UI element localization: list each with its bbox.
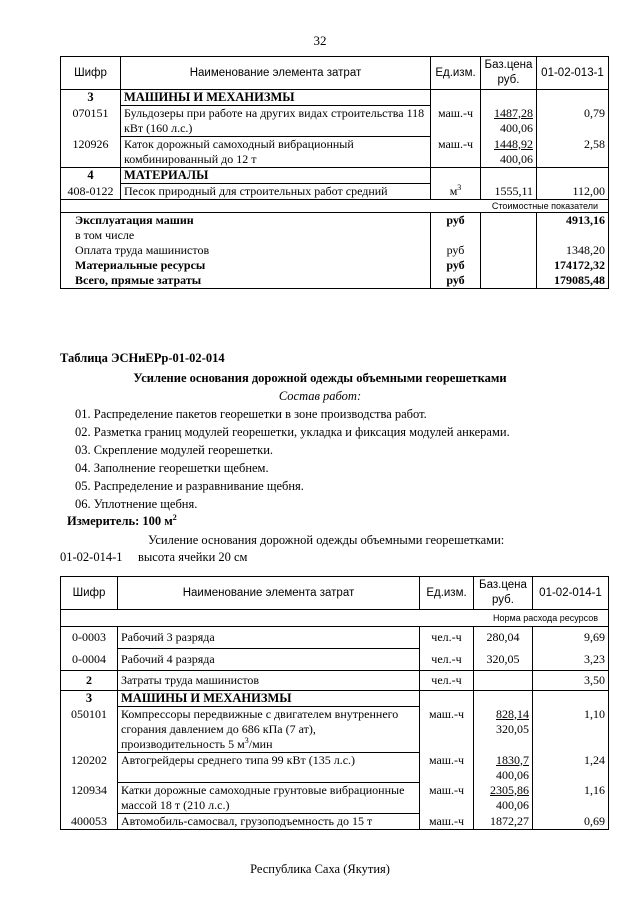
row-value: 1,10	[533, 707, 609, 753]
section-row	[61, 691, 609, 707]
row-name: Рабочий 4 разряда	[118, 649, 420, 671]
unit-sup: 3	[457, 182, 462, 192]
table-header	[61, 577, 609, 610]
row-code: 408-0122	[61, 184, 121, 200]
resource-table-01-02-014	[60, 576, 609, 830]
price-machine: 828,14	[496, 706, 529, 721]
row-value: 1,16	[533, 783, 609, 814]
row-value: 9,69	[533, 627, 609, 649]
table-row	[61, 707, 609, 753]
table-row	[61, 753, 609, 783]
row-code: 120926	[61, 137, 121, 168]
name-text: Компрессоры передвижные с двигателем внутреннего сгорания давлением до 686 кПа (7 ат), производительность 5 м	[121, 707, 399, 751]
row-name: Каток дорожный самоходный вибрационный комбинированный до 12 т	[121, 137, 431, 168]
meter-text: Измеритель: 100 м	[67, 514, 173, 528]
section-code: 3	[61, 691, 118, 707]
table-row	[61, 671, 609, 691]
price-labor: 400,06	[500, 120, 533, 135]
row-code: 0-0003	[61, 627, 118, 649]
summary-value	[537, 228, 609, 243]
summary-row	[61, 228, 609, 243]
work-item: 02. Разметка границ модулей георешетки, укладка и фиксация модулей анкерами.	[75, 425, 510, 439]
price-machine: 1487,28	[494, 105, 533, 120]
row-unit: маш.-ч	[420, 707, 474, 753]
price-labor: 320,05	[496, 721, 529, 736]
description: Усиление основания дорожной одежды объемными георешетками:	[148, 533, 505, 547]
row-value: 3,50	[533, 671, 609, 691]
row-code: 2	[61, 671, 118, 691]
row-value: 3,23	[533, 649, 609, 671]
row-value: 0,69	[533, 814, 609, 830]
summary-row	[61, 213, 609, 229]
section-row	[61, 90, 609, 106]
table-row	[61, 137, 609, 168]
row-unit: чел.-ч	[420, 649, 474, 671]
header-code: Шифр	[61, 577, 118, 610]
work-item: 06. Уплотнение щебня.	[75, 497, 198, 511]
summary-row	[61, 243, 609, 258]
price-machine: 1448,92	[494, 136, 533, 151]
summary-name: Всего, прямые затраты	[61, 273, 431, 289]
row-unit: чел.-ч	[420, 627, 474, 649]
table-row	[61, 649, 609, 671]
summary-name: Эксплуатация машин	[61, 213, 431, 229]
table-row	[61, 106, 609, 137]
note-text: Норма расхода ресурсов	[61, 610, 609, 627]
page-number: 32	[313, 33, 327, 48]
row-price: 280,04	[474, 627, 533, 649]
table-row	[61, 814, 609, 830]
resource-table-01-02-013	[60, 56, 609, 289]
row-price: 1872,27	[474, 814, 533, 830]
summary-row	[61, 273, 609, 289]
row-name: Песок природный для строительных работ средний	[121, 184, 431, 200]
row-code: 400053	[61, 814, 118, 830]
section-title: МАШИНЫ И МЕХАНИЗМЫ	[121, 90, 431, 106]
row-name: Автомобиль-самосвал, грузоподъемность до 15 т	[118, 814, 420, 830]
section-title: МАШИНЫ И МЕХАНИЗМЫ	[118, 691, 420, 707]
header-price: Баз.цена руб.	[481, 57, 537, 90]
header-price: Баз.цена руб.	[474, 577, 533, 610]
header-unit: Ед.изм.	[420, 577, 474, 610]
meter-label	[67, 514, 177, 529]
row-code: 120202	[61, 753, 118, 783]
section-code: 4	[61, 168, 121, 184]
row-name: Затраты труда машинистов	[118, 671, 420, 691]
work-item: 05. Распределение и разравнивание щебня.	[75, 479, 304, 493]
work-item: 04. Заполнение георешетки щебнем.	[75, 461, 269, 475]
row-price	[481, 106, 537, 137]
summary-unit: руб	[431, 273, 481, 289]
section-heading: Усиление основания дорожной одежды объемными георешетками	[133, 371, 507, 385]
row-name: Бульдозеры при работе на других видах строительства 118 кВт (160 л.с.)	[121, 106, 431, 137]
row-price	[474, 753, 533, 783]
composition-label: Состав работ:	[278, 389, 362, 403]
row-value: 1,24	[533, 753, 609, 783]
price-machine: 1830,7	[496, 752, 529, 767]
row-price	[481, 137, 537, 168]
price-labor: 400,06	[496, 767, 529, 782]
table-row	[61, 184, 609, 200]
section-row	[61, 168, 609, 184]
row-unit: маш.-ч	[420, 783, 474, 814]
price-labor: 400,06	[500, 151, 533, 166]
row-price	[474, 783, 533, 814]
header-name: Наименование элемента затрат	[118, 577, 420, 610]
variant-code: 01-02-014-1	[60, 550, 123, 564]
section-title: МАТЕРИАЛЫ	[121, 168, 431, 184]
summary-unit: руб	[431, 213, 481, 229]
note-row	[61, 610, 609, 627]
row-unit	[431, 184, 481, 200]
summary-unit: руб	[431, 258, 481, 273]
row-unit: чел.-ч	[420, 671, 474, 691]
summary-value: 174172,32	[537, 258, 609, 273]
row-price: 320,05	[474, 649, 533, 671]
note-row	[61, 200, 609, 213]
row-name	[118, 707, 420, 753]
row-code: 0-0004	[61, 649, 118, 671]
row-unit: маш.-ч	[431, 137, 481, 168]
row-unit: маш.-ч	[420, 753, 474, 783]
price-labor: 400,06	[496, 797, 529, 812]
header-norm-code: 01-02-013-1	[537, 57, 609, 90]
section-code: 3	[61, 90, 121, 106]
table-title: Таблица ЭСНиЕРр-01-02-014	[60, 351, 225, 365]
meter-sup: 2	[172, 512, 177, 522]
work-item: 03. Скрепление модулей георешетки.	[75, 443, 274, 457]
row-price	[474, 707, 533, 753]
table-header	[61, 57, 609, 90]
row-value: 0,79	[537, 106, 609, 137]
footer-region: Республика Саха (Якутия)	[250, 862, 390, 876]
row-price: 1555,11	[481, 184, 537, 200]
summary-unit	[431, 228, 481, 243]
row-value: 2,58	[537, 137, 609, 168]
summary-name: Оплата труда машинистов	[61, 243, 431, 258]
summary-row	[61, 258, 609, 273]
summary-value: 179085,48	[537, 273, 609, 289]
unit-text: м	[449, 183, 458, 198]
name-sup: 3	[244, 736, 249, 745]
summary-name: Материальные ресурсы	[61, 258, 431, 273]
row-name: Автогрейдеры среднего типа 99 кВт (135 л.с.)	[118, 753, 420, 783]
header-unit: Ед.изм.	[431, 57, 481, 90]
row-unit: маш.-ч	[420, 814, 474, 830]
row-name: Катки дорожные самоходные грунтовые вибрационные массой 18 т (210 л.с.)	[118, 783, 420, 814]
note-text: Стоимостные показатели	[61, 200, 609, 213]
table-row	[61, 783, 609, 814]
row-unit: маш.-ч	[431, 106, 481, 137]
header-name: Наименование элемента затрат	[121, 57, 431, 90]
table-row	[61, 627, 609, 649]
summary-value: 1348,20	[537, 243, 609, 258]
summary-unit: руб	[431, 243, 481, 258]
row-value: 112,00	[537, 184, 609, 200]
row-name: Рабочий 3 разряда	[118, 627, 420, 649]
header-code: Шифр	[61, 57, 121, 90]
summary-value: 4913,16	[537, 213, 609, 229]
row-code: 120934	[61, 783, 118, 814]
summary-name: в том числе	[61, 228, 431, 243]
work-item: 01. Распределение пакетов георешетки в зоне производства работ.	[75, 407, 427, 421]
row-code: 050101	[61, 707, 118, 753]
price-machine: 2305,86	[490, 782, 529, 797]
row-code: 070151	[61, 106, 121, 137]
name-tail: /мин	[248, 737, 273, 751]
header-norm-code: 01-02-014-1	[533, 577, 609, 610]
variant-text: высота ячейки 20 см	[138, 550, 248, 564]
